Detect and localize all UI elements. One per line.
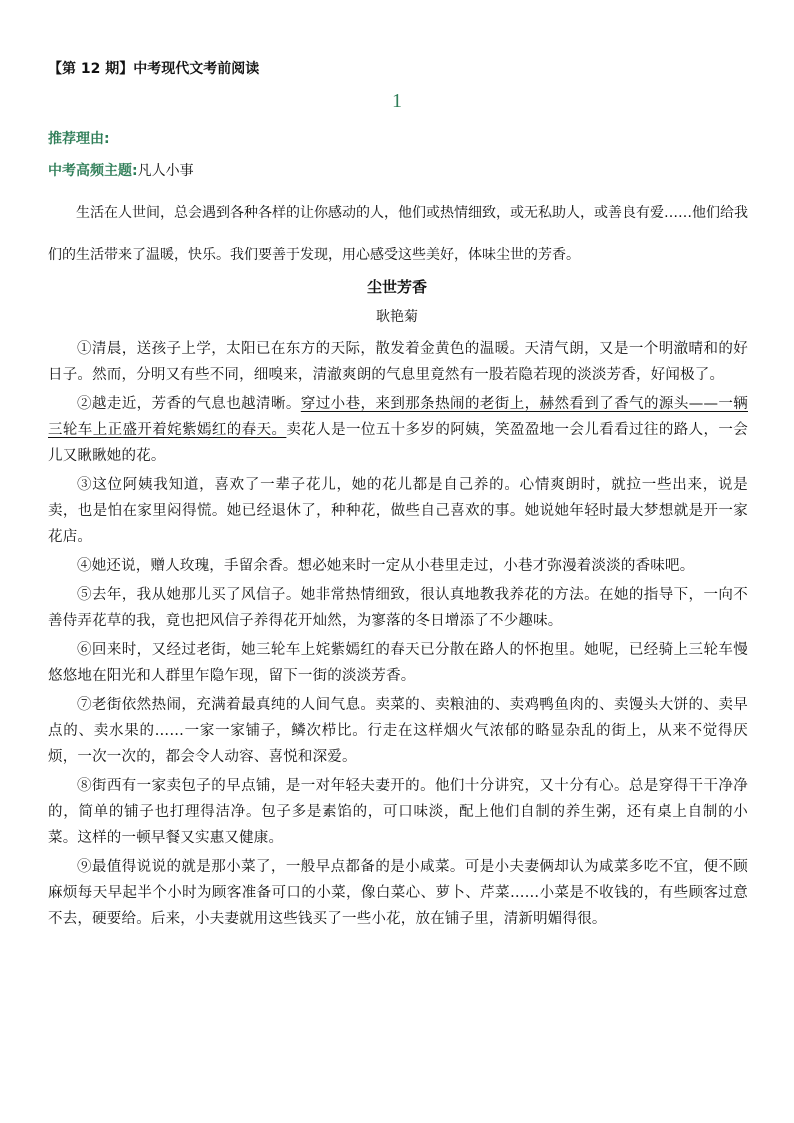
article-author: 耿艳菊 [376, 309, 418, 325]
paragraph-9: ⑨最值得说说的就是那小菜了，一般早点都备的是小咸菜。可是小夫妻俩却认为咸菜多吃不宜，便不顾麻烦每天早起半个小时为顾客准备可口的小菜，像白菜心、萝卜、芹菜……小菜是不收钱的，有些顾客过意不去，硬要给。后来，小夫妻就用这些钱买了一些小花，放在铺子里，清新明媚得很。 [48, 859, 748, 927]
paragraph-1: ①清晨，送孩子上学，太阳已在东方的天际，散发着金黄色的温暖。天清气朗，又是一个明澈晴和的好日子。然而，分明又有些不同，细嗅来，清澈爽朗的气息里竟然有一股若隐若现的淡淡芳香，好闻极了。 [48, 341, 748, 383]
intro-paragraph: 生活在人世间，总会遇到各种各样的让你感动的人，他们或热情细致，或无私助人，或善良有爱……他们给我们的生活带来了温暖，快乐。我们要善于发现，用心感受这些美好，体味尘世的芳香。 [48, 205, 748, 263]
paragraph-6: ⑥回来时，又经过老街，她三轮车上姹紫嫣红的春天已分散在路人的怀抱里。她呢，已经骑上三轮车慢悠悠地在阳光和人群里乍隐乍现，留下一街的淡淡芳香。 [48, 642, 748, 684]
topic-value: 凡人小事 [137, 163, 194, 179]
paragraph-2-post: 卖花人是一位五十多岁的阿姨，笑盈盈地一会儿看看过往的路人，一会儿又瞅瞅她的花。 [48, 422, 749, 464]
section-number: 1 [392, 90, 402, 112]
paragraph-3: ③这位阿姨我知道，喜欢了一辈子花儿，她的花儿都是自己养的。心情爽朗时，就拉一些出来，说是卖，也是怕在家里闷得慌。她已经退休了，种种花，做些自己喜欢的事。她说她年轻时最大梦想就是开一家花店。 [48, 477, 748, 545]
paragraph-5: ⑤去年，我从她那儿买了风信子。她非常热情细致，很认真地教我养花的方法。在她的指导下，一向不善侍弄花草的我，竟也把风信子养得花开灿然，为寥落的冬日增添了不少趣味。 [48, 587, 748, 629]
paragraph-2-pre: ②越走近，芳香的气息也越清晰。 [77, 396, 301, 412]
underlined-sentence: 穿过小巷，来到那条热闹的老街上，赫然看到了香气的源头——一辆三轮车上正盛开着姹紫嫣红的春天。 [48, 396, 748, 438]
issue-title: 【第 12 期】中考现代文考前阅读 [48, 61, 260, 77]
topic-label: 中考高频主题: [48, 163, 138, 179]
paragraph-7: ⑦老街依然热闹，充满着最真纯的人间气息。卖菜的、卖粮油的、卖鸡鸭鱼肉的、卖馒头大饼的、卖早点的、卖水果的……一家一家铺子，鳞次栉比。行走在这样烟火气浓郁的略显杂乱的街上，从来不觉得厌烦，一次一次的，都会令人动容、喜悦和深爱。 [48, 697, 748, 765]
topic-line [48, 160, 194, 180]
recommendation-reason-label: 推荐理由: [48, 131, 110, 147]
article-body [48, 336, 748, 935]
paragraph-2 [48, 391, 748, 469]
paragraph-8: ⑧街西有一家卖包子的早点铺，是一对年轻夫妻开的。他们十分讲究，又十分有心。总是穿得干干净净的，简单的铺子也打理得洁净。包子多是素馅的，可口味淡，配上他们自制的养生粥，还有桌上自制的小菜。这样的一顿早餐又实惠又健康。 [48, 778, 748, 846]
article-title: 尘世芳香 [366, 278, 427, 296]
paragraph-4: ④她还说，赠人玫瑰，手留余香。想必她来时一定从小巷里走过，小巷才弥漫着淡淡的香味吧。 [77, 558, 695, 574]
